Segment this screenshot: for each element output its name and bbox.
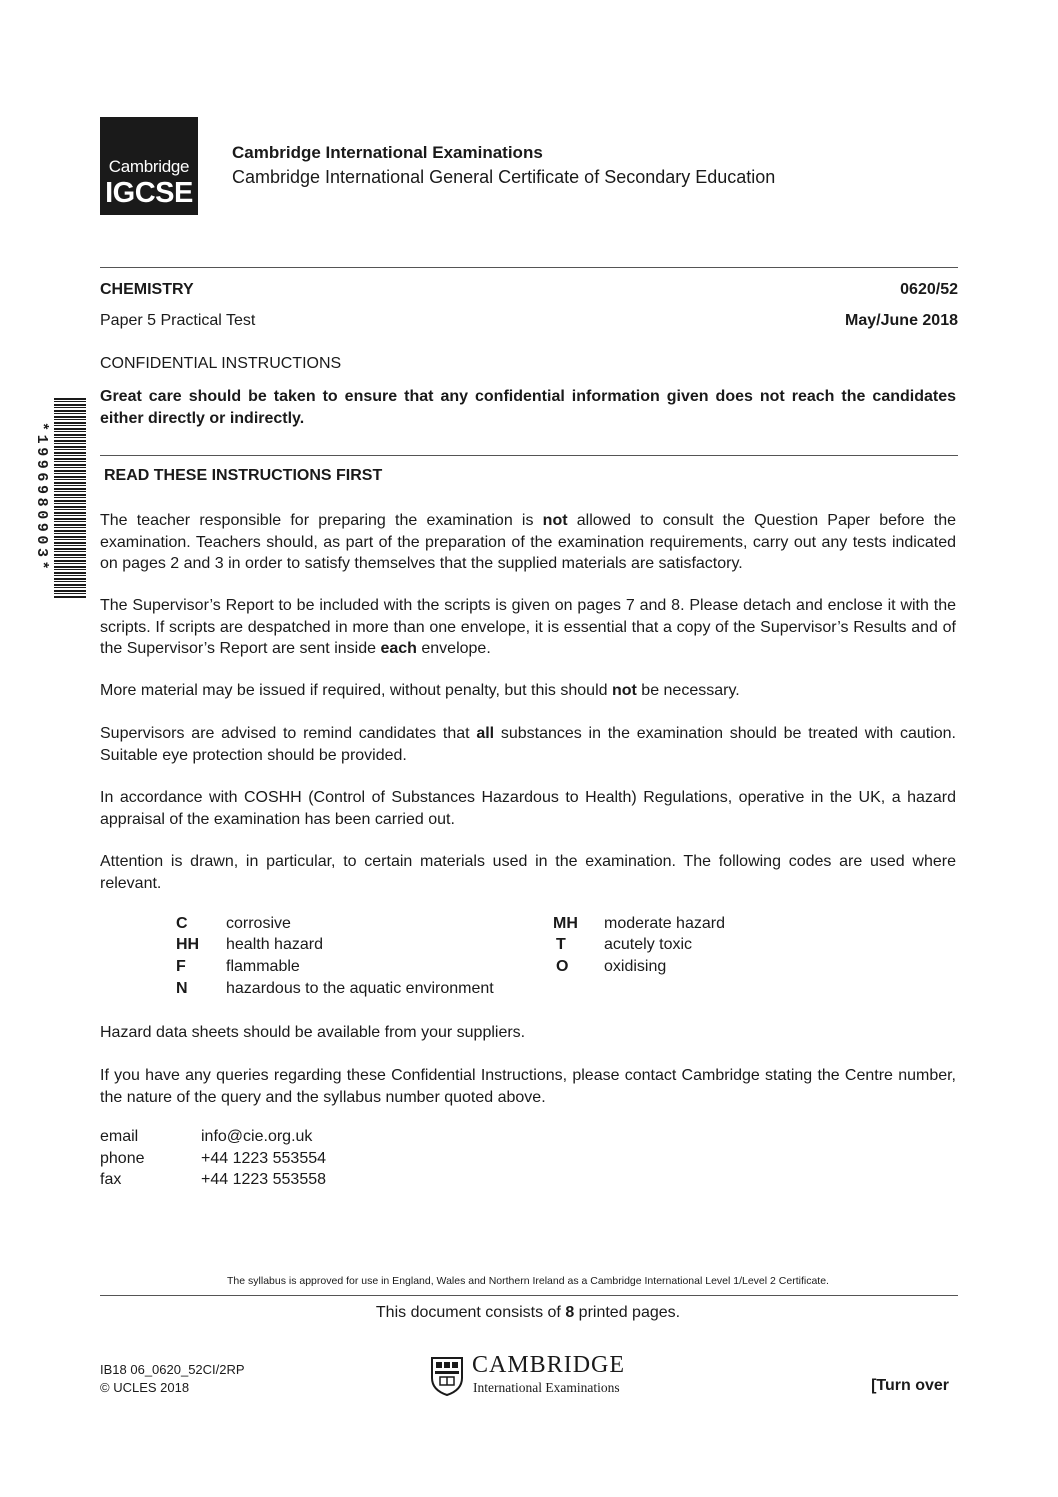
confidential-warning: Great care should be taken to ensure that any confidential information given does not reach the candidates either directly or indirectly. xyxy=(100,388,956,427)
page-count-text-1: This document consists of xyxy=(375,1304,566,1321)
hazard-meaning: acutely toxic xyxy=(604,936,693,953)
paper-title: Paper 5 Practical Test xyxy=(100,312,256,329)
syllabus-note: The syllabus is approved for use in England, Wales and Northern Ireland as a Cambridge International Level 1/Level 2 Certificate. xyxy=(227,1275,829,1287)
logo-igcse-text: IGCSE xyxy=(105,177,193,209)
logo-cambridge-text: Cambridge xyxy=(108,157,190,176)
copyright: © UCLES 2018 xyxy=(100,1380,190,1395)
instructions-divider xyxy=(100,455,958,456)
hazard-meaning: oxidising xyxy=(604,958,667,975)
paragraph-queries: If you have any queries regarding these Confidential Instructions, please contact Cambridge stating the Centre number, the nature of the query and the syllabus number quoted above. xyxy=(100,1067,956,1106)
hazard-code: T xyxy=(556,936,566,953)
contact-email[interactable]: info@cie.org.uk xyxy=(201,1128,313,1145)
paragraph-data-sheets: Hazard data sheets should be available from your suppliers. xyxy=(100,1024,526,1041)
paragraph-teacher-text-1: The teacher responsible for preparing the examination is xyxy=(100,512,543,529)
cambridge-crest-icon xyxy=(430,1356,464,1396)
page-count-text-2: printed pages. xyxy=(574,1304,681,1321)
cambridge-wordmark: CAMBRIDGE xyxy=(472,1352,626,1378)
paragraph-material-text-2: be necessary. xyxy=(636,682,740,699)
paragraph-caution-text-1: Supervisors are advised to remind candidates that xyxy=(100,725,477,742)
paragraph-teacher-emphasis: not xyxy=(542,512,568,529)
paragraph-report-emphasis: each xyxy=(380,640,417,657)
exam-session: May/June 2018 xyxy=(845,312,958,329)
cambridge-wordmark-subtitle: International Examinations xyxy=(473,1380,620,1395)
igcse-logo xyxy=(100,117,198,215)
turn-over: [Turn over xyxy=(871,1377,949,1394)
hazard-code: N xyxy=(176,980,188,997)
hazard-code: MH xyxy=(553,915,578,932)
paragraph-coshh: In accordance with COSHH (Control of Substances Hazardous to Health) Regulations, operative in the UK, a hazard appraisal of the examination has been carried out. xyxy=(100,789,956,828)
paragraph-report-text-1: The Supervisor’s Report to be included with the scripts is given on pages 7 and 8. Please detach and enclose it with the scripts. If scripts are despatched in more than one envelope, it is essential that a copy of the Supervisor’s Results and of the Supervisor’s Report are sent inside xyxy=(100,597,956,657)
hazard-meaning: moderate hazard xyxy=(604,915,725,932)
confidential-title: CONFIDENTIAL INSTRUCTIONS xyxy=(100,355,342,372)
header-divider xyxy=(100,267,958,268)
paragraph-material-text-1: More material may be issued if required, without penalty, but this should xyxy=(100,682,612,699)
paragraph-teacher-text-2: allowed to consult the Question Paper before the examination. Teachers should, as part of the preparation of the examination requirements, carry out any tests indicated on pages 2 and 3 in order to satisfy themselves that the supplied materials are satisfactory. xyxy=(100,512,956,572)
hazard-meaning: hazardous to the aquatic environment xyxy=(226,980,494,997)
paragraph-caution-emphasis: all xyxy=(476,725,495,742)
qualification-name: Cambridge International General Certificate of Secondary Education xyxy=(232,167,776,187)
contact-fax: +44 1223 553558 xyxy=(201,1171,327,1188)
footer-divider xyxy=(100,1295,958,1296)
paragraph-codes-intro: Attention is drawn, in particular, to certain materials used in the examination. The following codes are used where relevant. xyxy=(100,853,956,892)
paragraph-report-text-2: envelope. xyxy=(416,640,491,657)
paragraph-material xyxy=(100,680,956,702)
contact-phone: +44 1223 553554 xyxy=(201,1150,327,1167)
paragraph-supervisor-report xyxy=(100,595,956,660)
subject-title: CHEMISTRY xyxy=(100,281,194,298)
paragraph-material-emphasis: not xyxy=(611,682,637,699)
document-reference: IB18 06_0620_52CI/2RP xyxy=(100,1362,245,1377)
hazard-code: HH xyxy=(176,936,200,953)
hazard-meaning: corrosive xyxy=(226,915,291,932)
hazard-code: O xyxy=(556,958,569,975)
board-name: Cambridge International Examinations xyxy=(232,143,543,162)
barcode-digits: *1996980903* xyxy=(33,422,50,574)
paper-code: 0620/52 xyxy=(900,281,958,298)
barcode-stripes xyxy=(54,398,86,598)
hazard-meaning: health hazard xyxy=(226,936,323,953)
page-count-number: 8 xyxy=(565,1304,575,1321)
hazard-code: C xyxy=(176,915,188,932)
barcode xyxy=(30,398,88,598)
contact-label-email: email xyxy=(100,1128,139,1145)
contact-label-phone: phone xyxy=(100,1150,145,1167)
read-first-heading: READ THESE INSTRUCTIONS FIRST xyxy=(104,467,383,484)
paragraph-caution xyxy=(100,723,956,766)
hazard-code: F xyxy=(176,958,186,975)
paragraph-teacher xyxy=(100,510,956,575)
paragraph-caution-text-2: substances in the examination should be treated with caution. Suitable eye protection should be provided. xyxy=(100,725,956,764)
contact-label-fax: fax xyxy=(100,1171,122,1188)
hazard-meaning: flammable xyxy=(226,958,300,975)
page-count-note xyxy=(100,1304,956,1322)
